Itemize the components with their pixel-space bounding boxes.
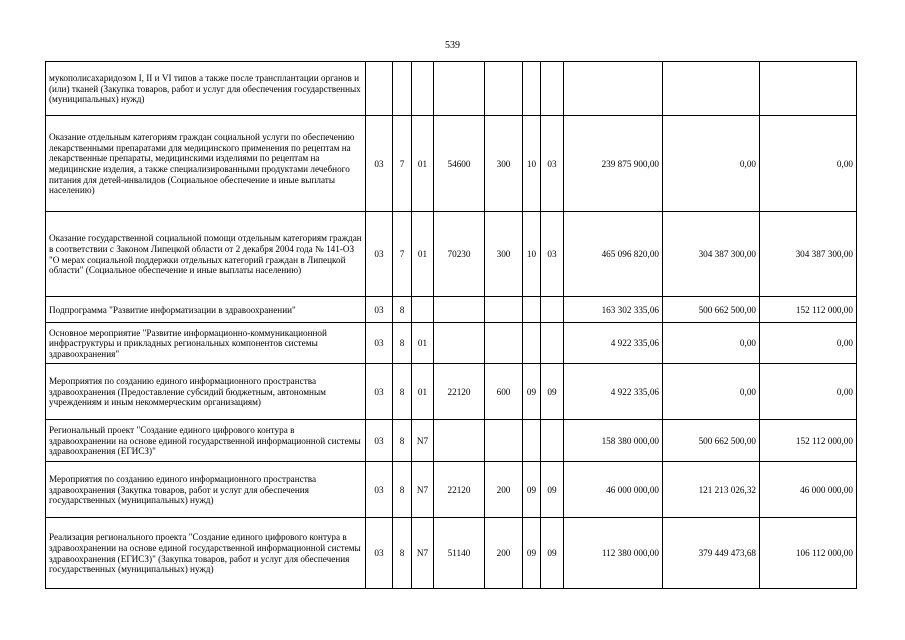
amount-cell: 0,00 xyxy=(760,116,857,212)
code-cell: 01 xyxy=(412,212,434,297)
budget-table xyxy=(45,61,857,589)
amount-cell: 112 380 000,00 xyxy=(564,518,663,589)
row-name: Оказание государственной социальной помощи отдельным категориям граждан в соответствии с Законом Липецкой области от 2 декабря 2004 года № 141-ОЗ "О мерах социальной поддержки отдельных категорий граждан в Липецкой области" (Социальное обеспечение и иные выплаты населению) xyxy=(46,212,366,297)
amount-cell xyxy=(564,62,663,116)
code-cell: 7 xyxy=(393,212,412,297)
amount-cell: 4 922 335,06 xyxy=(564,364,663,420)
table-row xyxy=(46,364,857,420)
amount-cell: 106 112 000,00 xyxy=(760,518,857,589)
code-cell: 22120 xyxy=(434,462,485,518)
code-cell xyxy=(412,62,434,116)
amount-cell: 0,00 xyxy=(760,364,857,420)
code-cell: 8 xyxy=(393,462,412,518)
code-cell: 300 xyxy=(485,212,523,297)
row-name: Реализация регионального проекта "Создание единого цифрового контура в здравоохранении на основе единой государственной информационной системы здравоохранения (ЕГИСЗ)" (Закупка товаров, работ и услуг для обеспечения государственных (муниципальных) нужд) xyxy=(46,518,366,589)
code-cell: 03 xyxy=(366,116,393,212)
table-row xyxy=(46,212,857,297)
code-cell: N7 xyxy=(412,518,434,589)
code-cell xyxy=(523,420,541,462)
row-name: мукополисахаридозом I, II и VI типов а также после трансплантации органов и (или) тканей (Закупка товаров, работ и услуг для обеспечения государственных (муниципальных) нужд) xyxy=(46,62,366,116)
amount-cell: 304 387 300,00 xyxy=(760,212,857,297)
table-row xyxy=(46,62,857,116)
code-cell xyxy=(485,297,523,323)
code-cell: 8 xyxy=(393,297,412,323)
amount-cell xyxy=(663,62,760,116)
code-cell: 03 xyxy=(541,212,564,297)
amount-cell: 304 387 300,00 xyxy=(663,212,760,297)
code-cell: 03 xyxy=(366,364,393,420)
code-cell: 8 xyxy=(393,518,412,589)
amount-cell: 465 096 820,00 xyxy=(564,212,663,297)
code-cell: N7 xyxy=(412,420,434,462)
code-cell: 600 xyxy=(485,364,523,420)
amount-cell: 0,00 xyxy=(663,116,760,212)
code-cell: 01 xyxy=(412,116,434,212)
code-cell: 09 xyxy=(541,518,564,589)
row-name: Мероприятия по созданию единого информационного пространства здравоохранения (Закупка товаров, работ и услуг для обеспечения государственных (муниципальных) нужд) xyxy=(46,462,366,518)
amount-cell: 46 000 000,00 xyxy=(760,462,857,518)
code-cell: 03 xyxy=(366,212,393,297)
amount-cell: 46 000 000,00 xyxy=(564,462,663,518)
code-cell: 200 xyxy=(485,462,523,518)
code-cell: 01 xyxy=(412,323,434,364)
amount-cell: 121 213 026,32 xyxy=(663,462,760,518)
amount-cell: 500 662 500,00 xyxy=(663,297,760,323)
table-row xyxy=(46,323,857,364)
code-cell: 03 xyxy=(366,420,393,462)
table-row xyxy=(46,297,857,323)
code-cell xyxy=(434,420,485,462)
amount-cell: 4 922 335,06 xyxy=(564,323,663,364)
code-cell xyxy=(523,323,541,364)
table-row xyxy=(46,116,857,212)
code-cell: 03 xyxy=(366,518,393,589)
code-cell: 09 xyxy=(523,518,541,589)
code-cell: 03 xyxy=(541,116,564,212)
code-cell: 70230 xyxy=(434,212,485,297)
code-cell: 09 xyxy=(523,462,541,518)
amount-cell: 0,00 xyxy=(663,364,760,420)
code-cell xyxy=(366,62,393,116)
code-cell xyxy=(541,297,564,323)
code-cell: 09 xyxy=(541,364,564,420)
code-cell: 22120 xyxy=(434,364,485,420)
code-cell xyxy=(434,62,485,116)
code-cell xyxy=(485,420,523,462)
code-cell xyxy=(541,420,564,462)
amount-cell: 152 112 000,00 xyxy=(760,420,857,462)
code-cell: 8 xyxy=(393,420,412,462)
amount-cell: 152 112 000,00 xyxy=(760,297,857,323)
code-cell: 03 xyxy=(366,462,393,518)
code-cell xyxy=(541,323,564,364)
code-cell: 10 xyxy=(523,212,541,297)
amount-cell: 0,00 xyxy=(760,323,857,364)
code-cell xyxy=(412,297,434,323)
code-cell xyxy=(393,62,412,116)
amount-cell: 163 302 335,06 xyxy=(564,297,663,323)
code-cell: 03 xyxy=(366,297,393,323)
amount-cell: 379 449 473,68 xyxy=(663,518,760,589)
amount-cell: 500 662 500,00 xyxy=(663,420,760,462)
code-cell: 01 xyxy=(412,364,434,420)
table-row xyxy=(46,462,857,518)
code-cell: 09 xyxy=(523,364,541,420)
table-row xyxy=(46,518,857,589)
code-cell xyxy=(523,62,541,116)
code-cell xyxy=(434,297,485,323)
amount-cell xyxy=(760,62,857,116)
code-cell xyxy=(485,323,523,364)
row-name: Мероприятия по созданию единого информационного пространства здравоохранения (Предоставление субсидий бюджетным, автономным учреждениям и иным некоммерческим организациям) xyxy=(46,364,366,420)
code-cell xyxy=(541,62,564,116)
page-number: 539 xyxy=(445,40,460,51)
amount-cell: 239 875 900,00 xyxy=(564,116,663,212)
amount-cell: 158 380 000,00 xyxy=(564,420,663,462)
code-cell: N7 xyxy=(412,462,434,518)
code-cell: 300 xyxy=(485,116,523,212)
row-name: Оказание отдельным категориям граждан социальной услуги по обеспечению лекарственными препаратами для медицинского применения по рецептам на лекарственные препараты, медицинскими изделиями по рецептам на медицинские изделия, а также специализированными продуктами лечебного питания для детей-инвалидов (Социальное обеспечение и иные выплаты населению) xyxy=(46,116,366,212)
code-cell: 54600 xyxy=(434,116,485,212)
code-cell: 03 xyxy=(366,323,393,364)
row-name: Региональный проект "Создание единого цифрового контура в здравоохранении на основе единой государственной информационной системы здравоохранения (ЕГИСЗ)" xyxy=(46,420,366,462)
code-cell: 51140 xyxy=(434,518,485,589)
amount-cell: 0,00 xyxy=(663,323,760,364)
code-cell: 8 xyxy=(393,364,412,420)
code-cell: 7 xyxy=(393,116,412,212)
table-row xyxy=(46,420,857,462)
row-name: Подпрограмма "Развитие информатизации в здравоохранении" xyxy=(46,297,366,323)
code-cell xyxy=(434,323,485,364)
code-cell: 8 xyxy=(393,323,412,364)
code-cell xyxy=(523,297,541,323)
row-name: Основное мероприятие "Развитие информационно-коммуникационной инфраструктуры и прикладных региональных компонентов системы здравоохранения" xyxy=(46,323,366,364)
code-cell: 09 xyxy=(541,462,564,518)
code-cell: 10 xyxy=(523,116,541,212)
code-cell: 200 xyxy=(485,518,523,589)
code-cell xyxy=(485,62,523,116)
